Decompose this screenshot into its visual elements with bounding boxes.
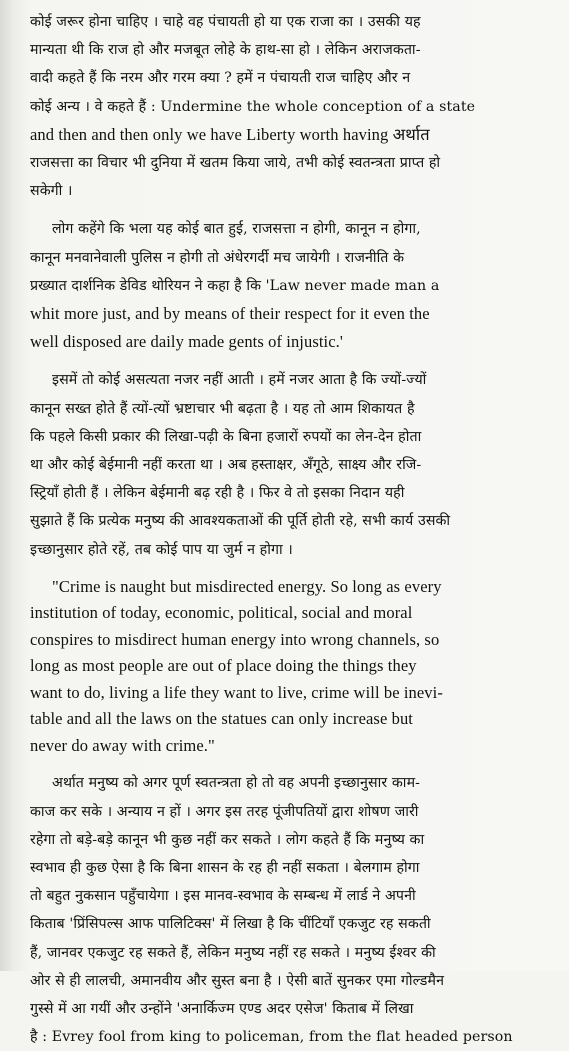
text-line: want to do, living a life they want to live, crime will be inevi-	[30, 682, 443, 702]
text-line: लोग कहेंगे कि भला यह कोई बात हुई, राजसत्ता न होगी, कानून न होगा,	[52, 221, 421, 238]
text-line: स्वभाव ही कुछ ऐसा है कि बिना शासन के रह ही नहीं सकता । बेलगाम होगा	[30, 859, 420, 876]
text-line: है : Evrey fool from king to policeman, from the flat headed person	[30, 1029, 513, 1046]
paragraph-thoreau-quote	[30, 215, 548, 356]
text-line: institution of today, economic, political, social and moral	[30, 603, 413, 623]
text-line: कानून मनवानेवाली पुलिस न होगी तो अंधेरगर्दी मच जायेगी । राजनीति के	[30, 249, 405, 266]
text-line: ओर से ही लालची, अमानवीय और सुस्त बना है । ऐसी बातें सुनकर एमा गोल्डमैन	[30, 972, 445, 989]
paragraph-anarchist-view	[30, 8, 548, 205]
text-line: कि पहले किसी प्रकार की लिखा-पढ़ी के बिना हजारों रुपयों का लेन-देन होता	[30, 428, 422, 445]
text-line: वादी कहते हैं कि नरम और गरम क्या ? हमें न पंचायती राज चाहिए और न	[30, 70, 411, 87]
text-line: table and all the laws on the statues can only increase but	[30, 709, 413, 729]
text-line: well disposed are daily made gents of injustic.'	[30, 332, 343, 352]
paragraph-corruption	[30, 366, 548, 563]
text-line: whit more just, and by means of their respect for it even the	[30, 304, 430, 324]
text-line: गुस्से में आ गयीं और उन्होंने 'अनार्किज्म एण्ड अदर एसेज' किताब में लिखा	[30, 1000, 414, 1017]
text-line: मान्यता थी कि राज हो और मजबूत लोहे के हाथ-सा हो । लेकिन अराजकता-	[30, 42, 421, 59]
text-line: "Crime is naught but misdirected energy. So long as every	[52, 576, 442, 596]
text-line: किताब 'प्रिंसिपल्स आफ पालिटिक्स' में लिखा है कि चींटियाँ एकजुट रह सकती	[30, 916, 431, 933]
text-line: रहेगा तो बड़े-बड़े कानून भी कुछ नहीं कर सकते । लोग कहते हैं कि मनुष्य का	[30, 831, 425, 848]
paragraph-crime-quote	[30, 574, 548, 760]
text-line: कोई जरूर होना चाहिए । चाहे वह पंचायती हो या एक राजा का । उसकी यह	[30, 14, 421, 30]
paragraph-human-nature	[30, 769, 548, 1051]
text-line: conspires to misdirect human energy into wrong channels, so	[30, 629, 440, 649]
text-line: never do away with crime."	[30, 735, 215, 755]
text-column	[30, 8, 548, 1051]
text-line: कानून सख्त होते हैं त्यों-त्यों भ्रष्टाचार भी बढ़ता है । यह तो आम शिकायत है	[30, 400, 415, 417]
text-line: राजसत्ता का विचार भी दुनिया में खतम किया जाये, तभी कोई स्वतन्त्रता प्राप्त हो	[30, 155, 441, 172]
text-line: सुझाते हैं कि प्रत्येक मनुष्य की आवश्यकताओं की पूर्ति होती रहे, सभी कार्य उसकी	[30, 513, 451, 530]
text-line: long as most people are out of place doing the things they	[30, 656, 417, 676]
text-line: इच्छानुसार होते रहें, तब कोई पाप या जुर्म न होगा ।	[30, 541, 293, 558]
text-line: अर्थात मनुष्य को अगर पूर्ण स्वतन्त्रता हो तो वह अपनी इच्छानुसार काम-	[52, 775, 421, 792]
text-line: कोई अन्य । वे कहते हैं : Undermine the whole conception of a state	[30, 98, 476, 115]
text-line: स्ट्रियाँ होती हैं । लेकिन बेईमानी बढ़ रही है । फिर वे तो इसका निदान यही	[30, 485, 405, 502]
text-line: हैं, जानवर एकजुट रह सकते हैं, लेकिन मनुष्य नहीं रह सकते । मनुष्य ईश्वर की	[30, 944, 436, 961]
text-line: तो बहुत नुकसान पहुँचायेगा । इस मानव-स्वभाव के सम्बन्ध में लार्ड ने अपनी	[30, 888, 416, 905]
text-line: प्रख्यात दार्शनिक डेविड थोरियन ने कहा है कि 'Law never made man a	[30, 277, 440, 294]
text-line: सकेगी ।	[30, 183, 73, 200]
text-line: इसमें तो कोई असत्यता नजर नहीं आती । हमें नजर आता है कि ज्यों-ज्यों	[52, 372, 427, 389]
text-line: काज कर सके । अन्याय न हों । अगर इस तरह पूंजीपतियों द्वारा शोषण जारी	[30, 803, 419, 820]
text-line: था और कोई बेईमानी नहीं करता था । अब हस्ताक्षर, अँगूठे, साक्ष्य और रजि-	[30, 457, 422, 474]
text-line: and then and then only we have Liberty worth having अर्थात	[30, 124, 430, 144]
